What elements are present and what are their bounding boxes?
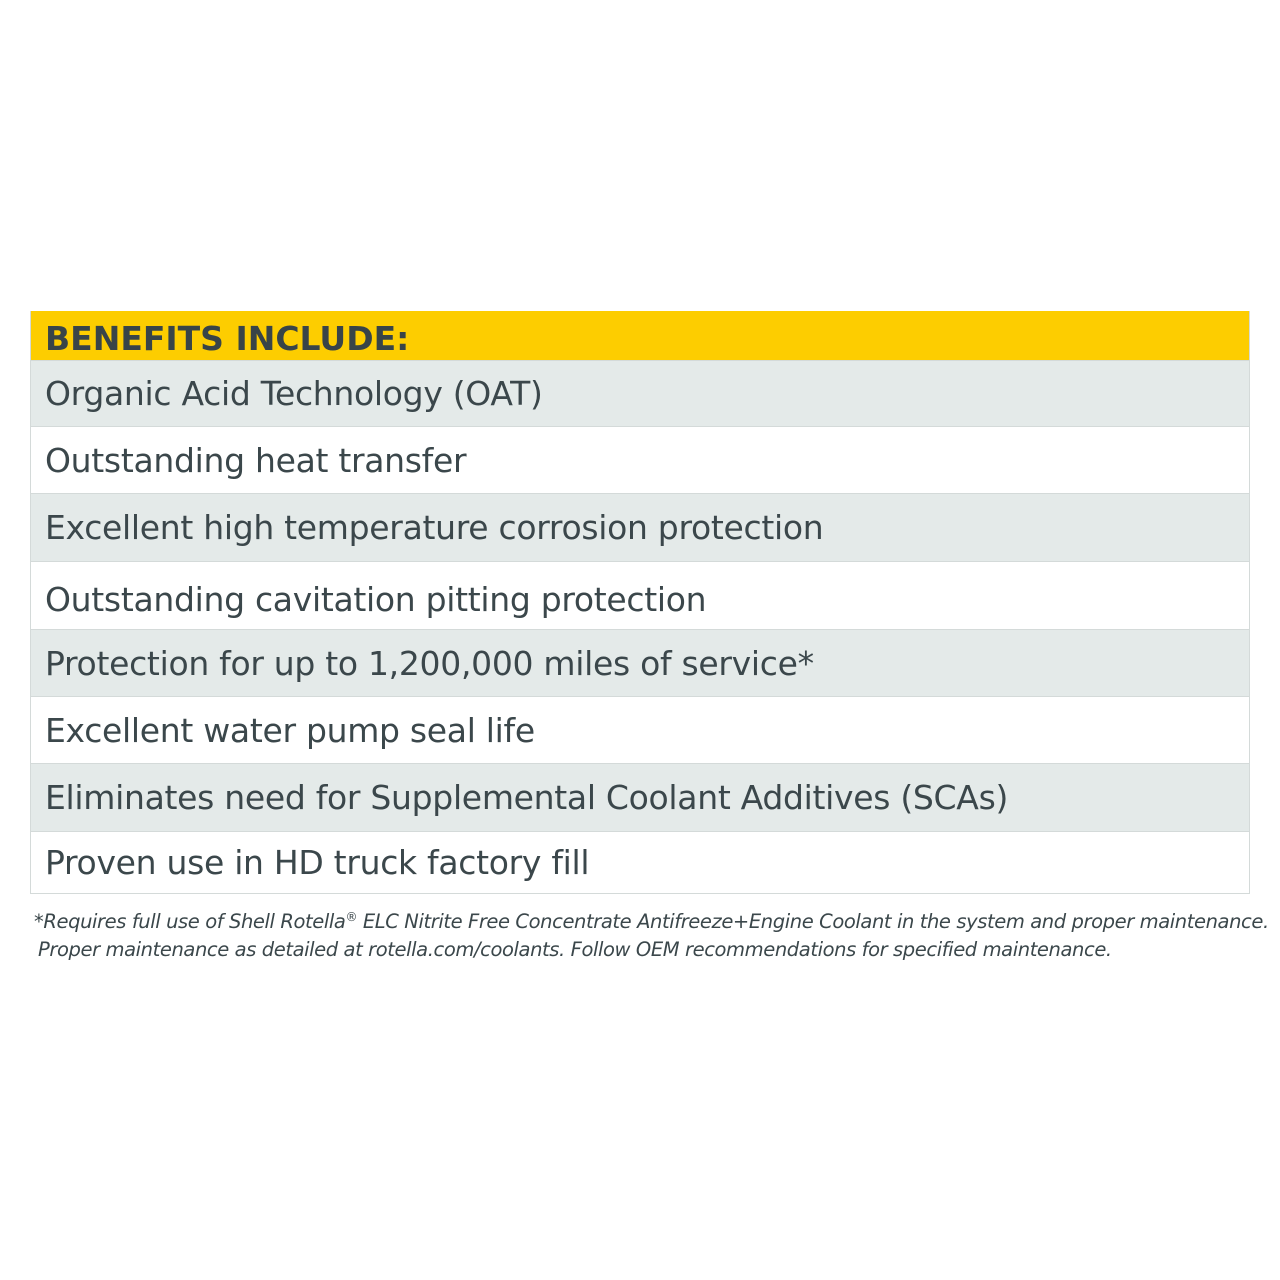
benefit-row [31, 561, 1249, 629]
footnote-line-1-start: *Requires full use of Shell Rotella [34, 910, 346, 933]
benefits-header [31, 311, 1249, 360]
footnote-line-1-end: ELC Nitrite Free Concentrate Antifreeze+Engine Coolant in the system and proper maintenance. [357, 910, 1269, 933]
benefit-label: Excellent water pump seal life [45, 710, 535, 750]
benefits-table [30, 311, 1250, 894]
benefit-label: Eliminates need for Supplemental Coolant Additives (SCAs) [45, 778, 1009, 817]
benefit-row [31, 493, 1249, 561]
benefit-label: Outstanding cavitation pitting protection [45, 580, 707, 619]
footnote [34, 903, 1269, 964]
benefit-row [31, 360, 1249, 426]
benefit-row [31, 831, 1249, 893]
benefit-row [31, 426, 1249, 493]
benefit-label: Proven use in HD truck factory fill [45, 843, 590, 882]
benefit-label: Organic Acid Technology (OAT) [45, 374, 543, 413]
benefit-label: Excellent high temperature corrosion protection [45, 508, 824, 547]
footnote-line-2: Proper maintenance as detailed at rotella.com/coolants. Follow OEM recommendations for specified maintenance. [38, 938, 1112, 961]
benefit-row [31, 696, 1249, 763]
benefits-header-title: BENEFITS INCLUDE: [45, 319, 410, 358]
benefit-label: Outstanding heat transfer [45, 440, 467, 480]
benefit-label: Protection for up to 1,200,000 miles of service* [45, 643, 814, 683]
registered-trademark: ® [345, 910, 358, 924]
benefit-row [31, 629, 1249, 696]
footnote-line-1 [34, 903, 1269, 936]
benefit-row [31, 763, 1249, 831]
